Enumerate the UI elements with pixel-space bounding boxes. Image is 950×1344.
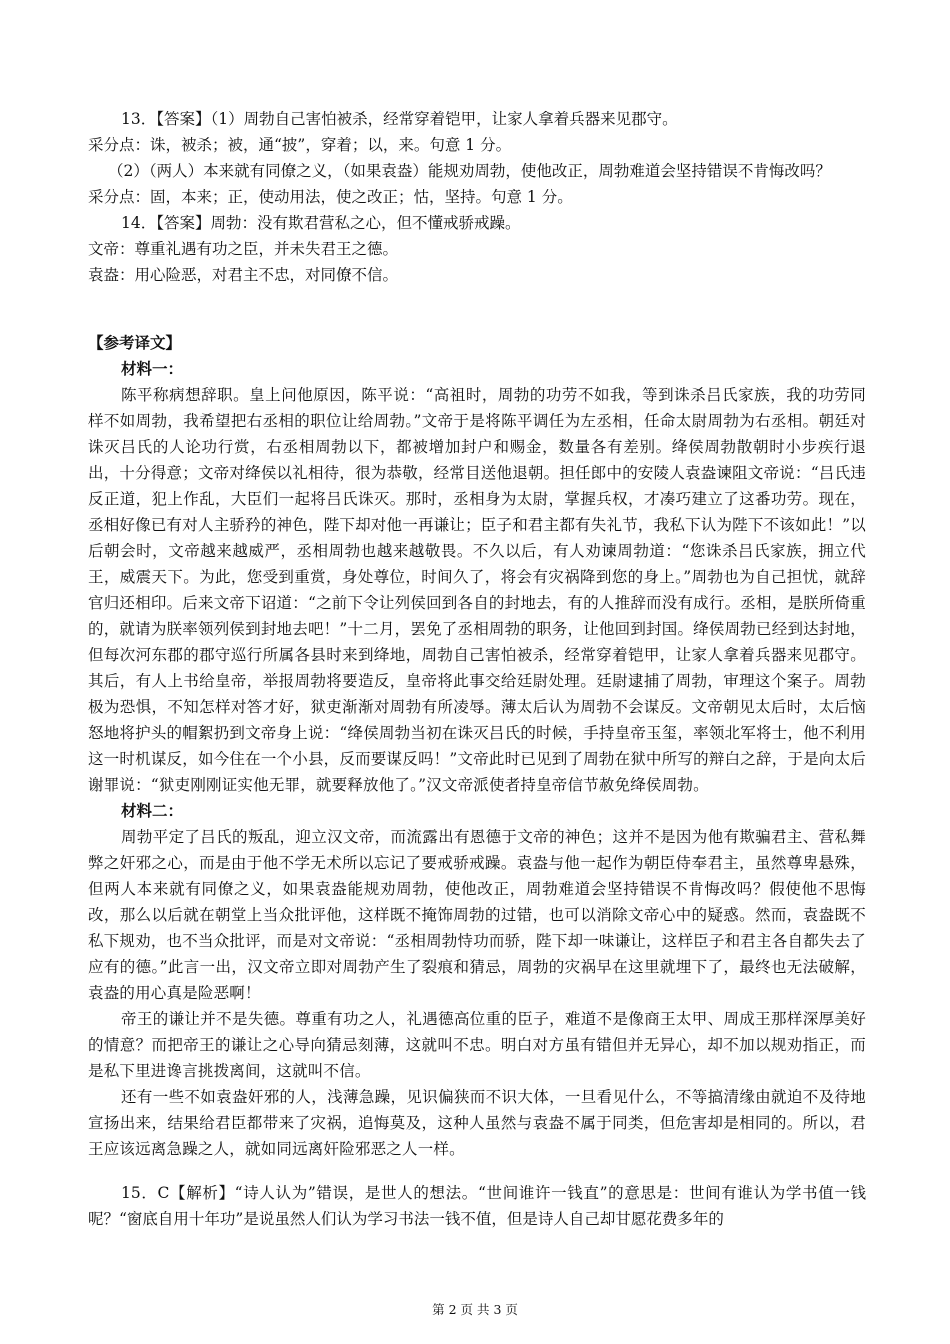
material2-paragraph-2: 帝王的谦让并不是失德。尊重有功之人，礼遇德高位重的臣子，难道不是像商王太甲、周成王那样深厚美好的情意？而把帝王的谦让之心导向猜忌刻薄，这就叫不忠。明白对方虽有错但并无异心，却不加以规劝指正，而是私下里进谗言挑拨离间，这就叫不信。 (88, 1010, 866, 1080)
page-footer: 第 2 页 共 3 页 (432, 1302, 518, 1317)
material1-title: 材料一： (121, 359, 184, 378)
translation-section (88, 330, 866, 1162)
q14-answer-2: 文帝：尊重礼遇有功之臣，并未失君王之德。 (88, 240, 399, 258)
q14-answer-3: 袁盎：用心险恶，对君主不忠，对同僚不信。 (88, 266, 399, 284)
q14-answer-1: 14．【答案】周勃：没有欺君营私之心，但不懂戒骄戒躁。 (121, 214, 521, 232)
material2-paragraph-3: 还有一些不如袁盎奸邪的人，浅薄急躁，见识偏狭而不识大体，一旦看见什么，不等搞清缘由就迫不及待地宣扬出来，结果给君臣都带来了灾祸，追悔莫及，这种人虽然与袁盎不属于同类，但危害却是相同的。所以，君王应该远离急躁之人，就如同远离奸险邪恶之人一样。 (88, 1088, 866, 1158)
material2-paragraph-1: 周勃平定了吕氏的叛乱，迎立汉文帝，而流露出有恩德于文帝的神色；这并不是因为他有欺骗君主、营私舞弊之奸邪之心，而是由于他不学无术所以忘记了要戒骄戒躁。袁盎与他一起作为朝臣侍奉君主，虽然尊卑悬殊，但两人本来就有同僚之义，如果袁盎能规劝周勃，使他改正，周勃难道会坚持错误不肯悔改吗？假使他不思悔改，那么以后就在朝堂上当众批评他，这样既不掩饰周勃的过错，也可以消除文帝心中的疑惑。然而，袁盎既不私下规劝，也不当众批评，而是对文帝说：“丞相周勃恃功而骄，陛下却一味谦让，这样臣子和君主各自都失去了应有的德。”此言一出，汉文帝立即对周勃产生了裂痕和猜忌，周勃的灾祸早在这里就埋下了，最终也无法破解，袁盎的用心真是险恶啊！ (88, 828, 866, 1002)
q15-paragraph: 15．C【解析】“诗人认为”错误，是世人的想法。“世间谁许一钱直”的意思是：世间有谁认为学书值一钱呢？“窗底自用十年功”是说虽然人们认为学习书法一钱不值，但是诗人自己却甘愿花费多年的 (88, 1184, 866, 1228)
material2-title: 材料二： (121, 801, 184, 820)
q13-answer-1: 13．【答案】（1）周勃自己害怕被杀，经常穿着铠甲，让家人拿着兵器来见郡守。 (121, 110, 678, 128)
q13-answer-2: （2）（两人）本来就有同僚之义，（如果袁盎）能规劝周勃，使他改正，周勃难道会坚持错误不肯悔改吗？ (108, 162, 831, 180)
q13-score-2: 采分点：固，本来；正，使动用法，使之改正；怙，坚持。句意 1 分。 (88, 188, 573, 206)
q13-score-1: 采分点：诛，被杀；被，通“披”，穿着；以，来。句意 1 分。 (88, 136, 512, 154)
q15-section (88, 1180, 866, 1232)
material1-paragraph: 陈平称病想辞职。皇上问他原因，陈平说：“高祖时，周勃的功劳不如我，等到诛杀吕氏家族，我的功劳同样不如周勃，我希望把右丞相的职位让给周勃。”文帝于是将陈平调任为左丞相，任命太尉周勃为右丞相。朝廷对诛灭吕氏的人论功行赏，右丞相周勃以下，都被增加封户和赐金，数量各有差别。绛侯周勃散朝时小步疾行退出，十分得意；文帝对绛侯以礼相待，很为恭敬，经常目送他退朝。担任郎中的安陵人袁盎谏阻文帝说：“吕氏违反正道，犯上作乱，大臣们一起将吕氏诛灭。那时，丞相身为太尉，掌握兵权，才凑巧建立了这番功劳。现在，丞相好像已有对人主骄矜的神色，陛下却对他一再谦让；臣子和君主都有失礼节，我私下认为陛下不该如此！”以后朝会时，文帝越来越威严，丞相周勃也越来越敬畏。不久以后，有人劝谏周勃道：“您诛杀吕氏家族，拥立代王，威震天下。为此，您受到重赏，身处尊位，时间久了，将会有灾祸降到您的身上。”周勃也为自己担忧，就辞官归还相印。后来文帝下诏道：“之前下令让列侯回到各自的封地去，有的人推辞而没有成行。丞相，是朕所倚重的，就请为朕率领列侯到封地去吧！”十二月，罢免了丞相周勃的职务，让他回到封国。绛侯周勃已经到达封地，但每次河东郡的郡守巡行所属各县时来到绛地，周勃自己害怕被杀，经常穿着铠甲，让家人拿着兵器来见郡守。其后，有人上书给皇帝，举报周勃将要造反，皇帝将此事交给廷尉处理。廷尉逮捕了周勃，审理这个案子。周勃极为恐惧，不知怎样对答才好，狱吏渐渐对周勃有所凌辱。薄太后认为周勃不会谋反。文帝朝见太后时，太后恼怒地将护头的帽絮扔到文帝身上说：“绛侯周勃当初在诛灭吕氏的时候，手持皇帝玉玺，率领北军将士，他不利用这一时机谋反，如今住在一个小县，反而要谋反吗！”文帝此时已见到了周勃在狱中所写的辩白之辞，于是向太后谢罪说：“狱吏刚刚证实他无罪，就要释放他了。”汉文帝派使者持皇帝信节赦免绛侯周勃。 (88, 386, 866, 794)
answers-section (88, 106, 866, 288)
translation-heading: 【参考译文】 (88, 333, 182, 352)
